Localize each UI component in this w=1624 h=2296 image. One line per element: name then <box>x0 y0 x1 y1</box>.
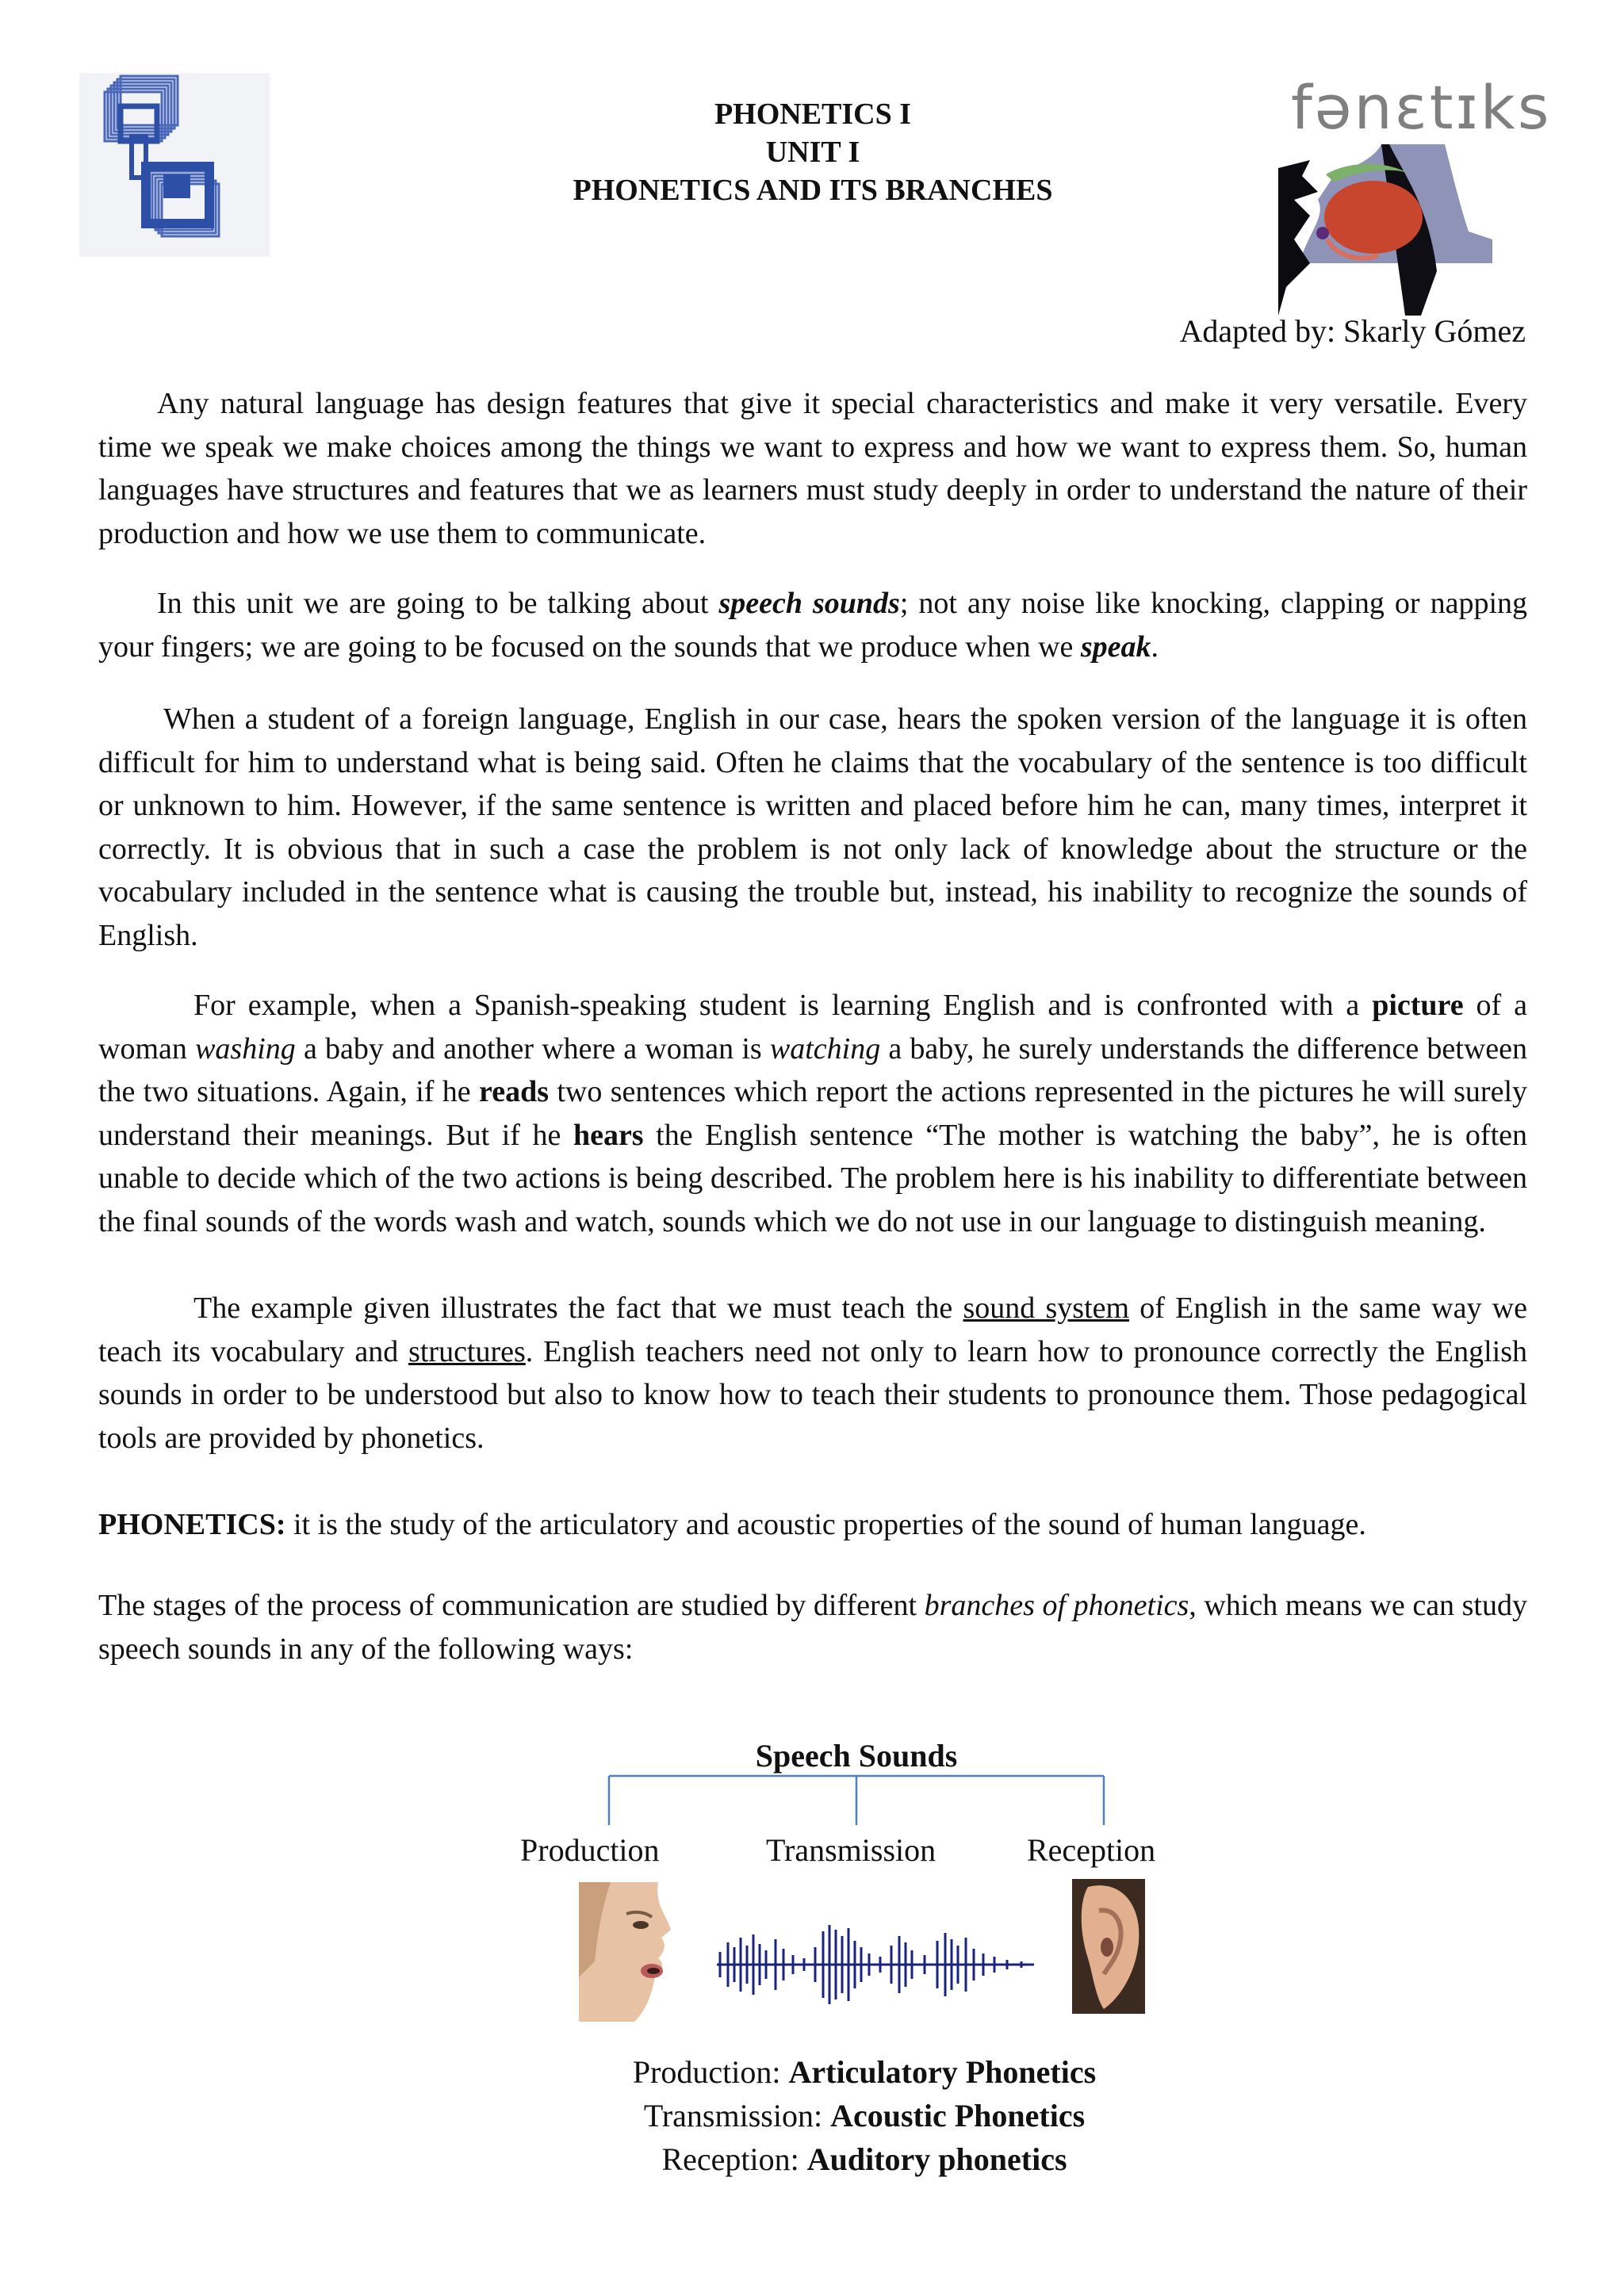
sound-system-paragraph: The example given illustrates the fact that we must teach the sound system of English in the same way we teach its vocabulary and structures. English teachers need not only to learn how to pronounce correctly the English sounds in order to be understood but also to know how to teach their students to pronounce them. Those pedagogical tools are provided by phonetics. <box>98 1292 1527 1455</box>
document-title <box>444 95 1182 209</box>
diagram-bracket <box>603 1773 1110 1830</box>
summary-reception: Reception: Auditory phonetics <box>661 2141 1067 2177</box>
intro-paragraph: Any natural language has design features that give it special characteristics and make it very versatile. Every time we speak we make choices among the things we want to express and how we want to express them. So, human languages have structures and features that we as learners must study deeply in order to understand the nature of their production and how we use them to communicate. <box>98 387 1527 550</box>
phonetics-definition: PHONETICS: it is the study of the articulatory and acoustic properties of the sound of human language. <box>98 1508 1366 1541</box>
foreign-language-paragraph: When a student of a foreign language, English in our case, hears the spoken version of the language it is often difficult for him to understand what is being said. Often he claims that the vocabulary of the sentence is too difficult or unknown to him. However, if the same sentence is written and placed before him he can, many times, interpret it correctly. It is obvious that in such a case the problem is not only lack of knowledge about the structure or the vocabulary included in the sentence what is causing the trouble but, instead, his inability to recognize the sounds of English. <box>98 702 1527 952</box>
ear-image <box>1072 1879 1145 2014</box>
branch-production: Production <box>520 1832 660 1868</box>
speech-sounds-paragraph: In this unit we are going to be talking about speech sounds; not any noise like knocking, clapping or napping your fingers; we are going to be focused on the sounds that we produce when we speak. <box>98 587 1528 664</box>
phonetics-term: PHONETICS: <box>98 1508 286 1541</box>
unit-subject: PHONETICS AND ITS BRANCHES <box>573 174 1053 207</box>
branch-transmission: Transmission <box>766 1832 936 1868</box>
summary-production: Production: Articulatory Phonetics <box>632 2054 1097 2090</box>
university-logo <box>79 73 270 257</box>
branch-summary <box>539 2050 1189 2181</box>
example-paragraph: For example, when a Spanish-speaking student is learning English and is confronted with a picture of a woman washing a baby and another where a woman is watching a baby, he surely understands the difference between the two situations. Again, if he reads two sentences which report the actions represented in the pictures he will surely understand their meanings. But if he hears the English sentence “The mother is watching the baby”, he is often unable to decide which of the two actions is being described. The problem here is his inability to differentiate between the final sounds of the words wash and watch, sounds which we do not use in our language to distinguish meaning. <box>98 989 1528 1238</box>
unit-title: UNIT I <box>765 136 860 169</box>
speaking-face-image <box>579 1882 676 2022</box>
fonetiks-wordmark: fənɛtɪks <box>1291 72 1552 143</box>
summary-transmission: Transmission: Acoustic Phonetics <box>643 2098 1086 2133</box>
course-title: PHONETICS I <box>714 98 912 131</box>
branches-intro-paragraph: The stages of the process of communication are studied by different branches of phonetics, which means we can study speech sounds in any of the following ways: <box>98 1589 1527 1666</box>
vocal-tract-illustration <box>1278 144 1508 316</box>
author-credit: Adapted by: Skarly Gómez <box>1179 313 1526 349</box>
diagram-title: Speech Sounds <box>755 1738 958 1774</box>
sound-wave-image <box>717 1923 1034 2006</box>
branch-reception: Reception <box>1027 1832 1156 1868</box>
